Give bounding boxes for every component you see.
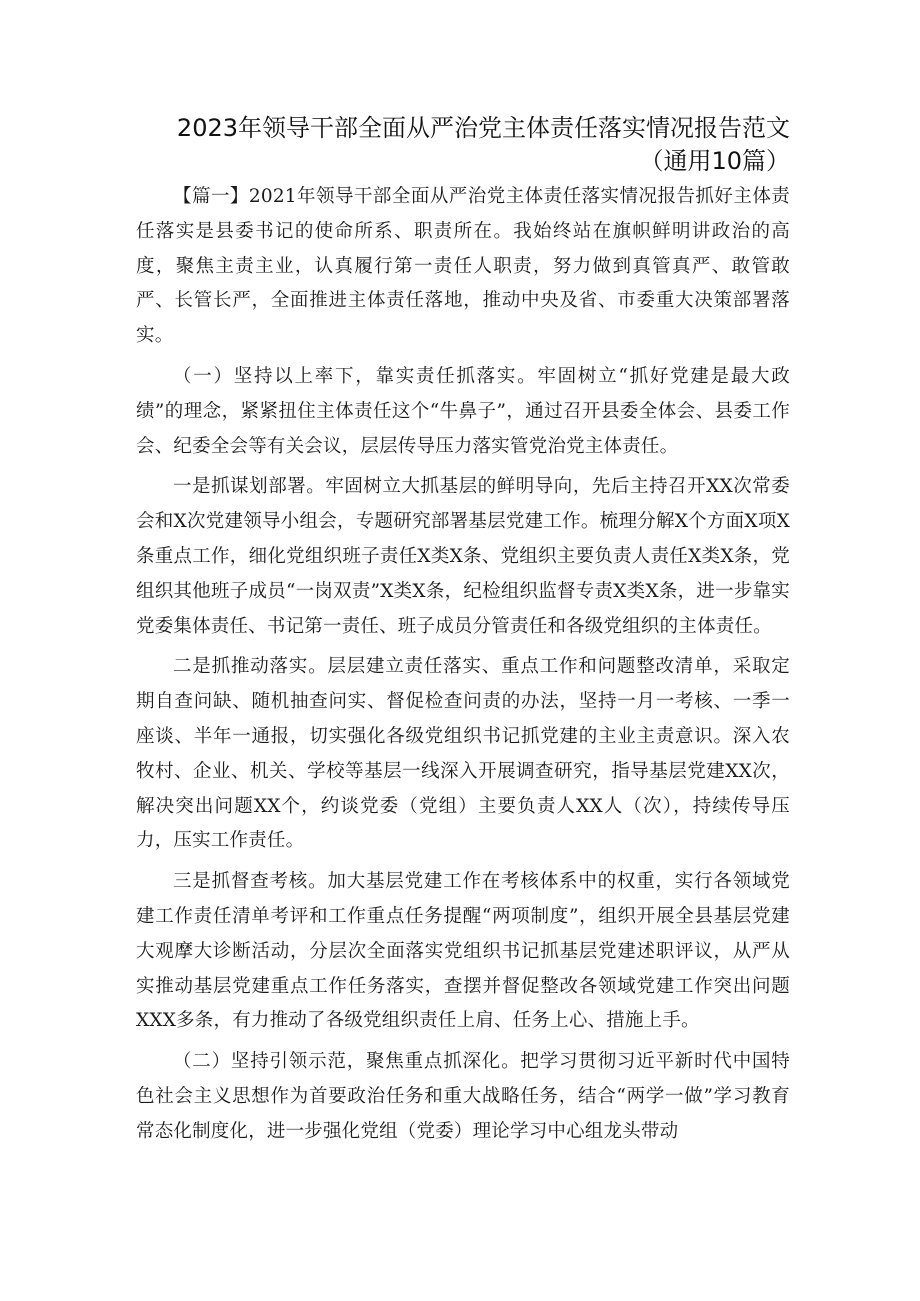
paragraph-section-1: （一）坚持以上率下，靠实责任抓落实。牢固树立“抓好党建是最大政绩”的理念，紧紧扭住主体责任这个“牛鼻子”，通过召开县委全体会、县委工作会、纪委全会等有关会议，层层传导压力落实管党治党主体责任。 xyxy=(136,365,790,457)
title-line-1: 2023年领导干部全面从严治党主体责任落实情况报告范文 xyxy=(176,114,790,142)
document-body xyxy=(136,180,790,1156)
paragraph-section-2: （二）坚持引领示范，聚焦重点抓深化。把学习贯彻习近平新时代中国特色社会主义思想作为首要政治任务和重大战略任务，结合“两学一做”学习教育常态化制度化，进一步强化党组（党委）理论学习中心组龙头带动 xyxy=(136,1051,790,1142)
paragraph-point-3: 三是抓督查考核。加大基层党建工作在考核体系中的权重，实行各领域党建工作责任清单考评和工作重点任务提醒“两项制度”，组织开展全县基层党建大观摩大诊断活动，分层次全面落实党组织书记抓基层党建述职评议，从严从实推动基层党建重点工作任务落实，查摆并督促整改各领域党建工作突出问题XXX多条，有力推动了各级党组织责任上肩、任务上心、措施上手。 xyxy=(136,871,790,1032)
paragraph-intro: 【篇一】2021年领导干部全面从严治党主体责任落实情况报告抓好主体责任落实是县委书记的使命所系、职责所在。我始终站在旗帜鲜明讲政治的高度，聚焦主责主业，认真履行第一责任人职责，努力做到真管真严、敢管敢严、长管长严，全面推进主体责任落地，推动中央及省、市委重大决策部署落实。 xyxy=(136,186,790,347)
title-line-2: （通用10篇） xyxy=(639,147,790,175)
paragraph-point-2: 二是抓推动落实。层层建立责任落实、重点工作和问题整改清单，采取定期自查问缺、随机抽查问实、督促检查问责的办法，坚持一月一考核、一季一座谈、半年一通报，切实强化各级党组织书记抓党建的主业主责意识。深入农牧村、企业、机关、学校等基层一线深入开展调查研究，指导基层党建XX次，解决突出问题XX个，约谈党委（党组）主要负责人XX人（次），持续传导压力，压实工作责任。 xyxy=(136,656,791,852)
paragraph-point-1: 一是抓谋划部署。牢固树立大抓基层的鲜明导向，先后主持召开XX次常委会和X次党建领导小组会，专题研究部署基层党建工作。梳理分解X个方面X项X条重点工作，细化党组织班子责任X类X条、党组织主要负责人责任X类X条，党组织其他班子成员“一岗双责”X类X条，纪检组织监督专责X类X条，进一步靠实党委集体责任、书记第一责任、班子成员分管责任和各级党组织的主体责任。 xyxy=(136,476,790,637)
document-title xyxy=(130,112,790,178)
